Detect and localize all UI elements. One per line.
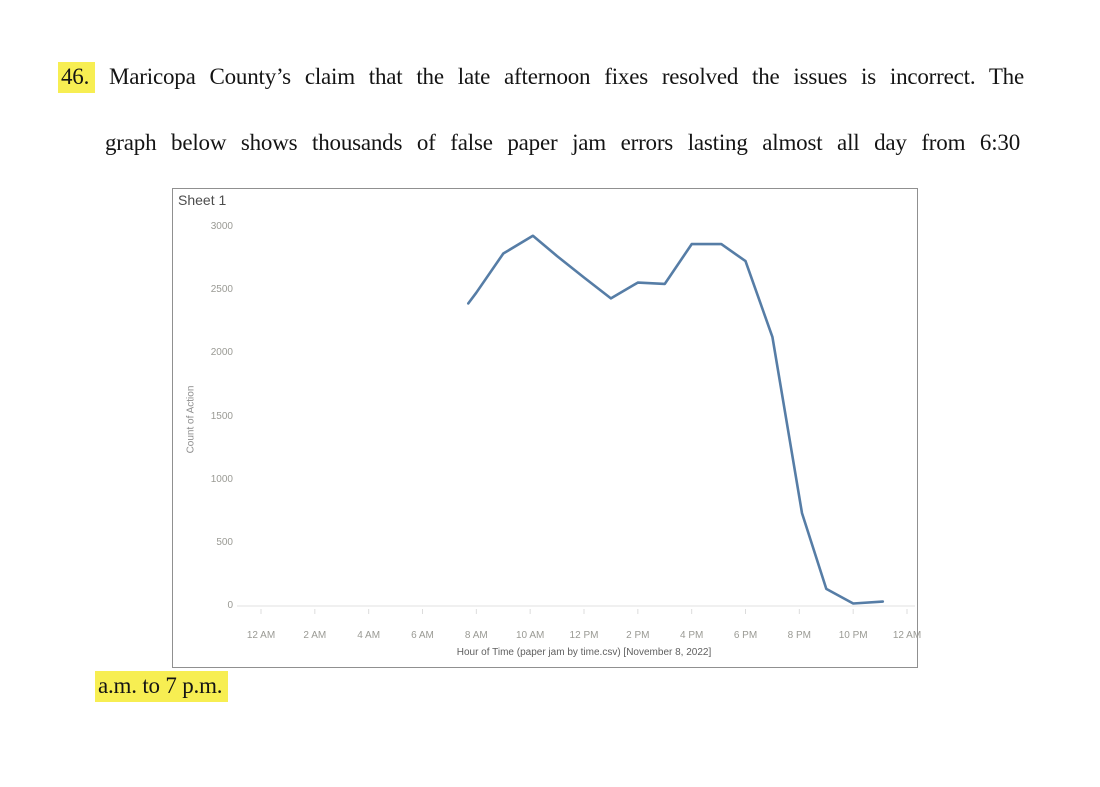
y-tick-label: 1000 [210,473,233,485]
y-tick-label: 2000 [210,347,233,359]
x-tick-label: 8 AM [464,630,488,641]
x-tick-label: 4 PM [679,630,704,641]
paragraph-line-2 [105,126,1020,160]
x-tick-label: 2 AM [303,630,327,641]
y-tick-label: 0 [227,600,233,611]
tableau-chart [172,188,922,668]
x-tick-label: 10 AM [515,630,545,641]
line-chart-plot [173,189,917,667]
x-tick-label: 12 AM [246,630,276,641]
paragraph-line-1 [58,60,1024,94]
paragraph-line-2-text: graph below shows thousands of false paper jam errors lasting almost all day from 6:30 [105,130,1020,155]
paragraph-line-3 [95,669,228,703]
paragraph-number-highlight: 46. [58,62,95,93]
x-tick-label: 12 AM [892,630,922,641]
data-series-line [468,236,883,604]
y-axis-title: Count of Action [185,385,197,454]
chart-title: Sheet 1 [178,192,227,208]
x-tick-label: 2 PM [626,630,650,641]
x-tick-label: 6 AM [411,630,434,641]
y-tick-label: 3000 [210,221,233,232]
x-tick-label: 4 AM [357,630,381,641]
x-tick-label: 6 PM [733,630,758,641]
x-tick-label: 8 PM [787,630,811,641]
paragraph-line-3-highlight: a.m. to 7 p.m. [95,671,228,702]
x-axis-title: Hour of Time (paper jam by time.csv) [November 8, 2022] [456,647,712,658]
x-tick-label: 12 PM [569,630,599,641]
paragraph-line-1-text: Maricopa County’s claim that the late afternoon fixes resolved the issues is incorrect. The [109,64,1024,89]
y-tick-label: 500 [216,536,233,548]
y-tick-label: 1500 [210,410,233,422]
y-tick-label: 2500 [210,284,233,296]
x-tick-label: 10 PM [838,630,868,641]
